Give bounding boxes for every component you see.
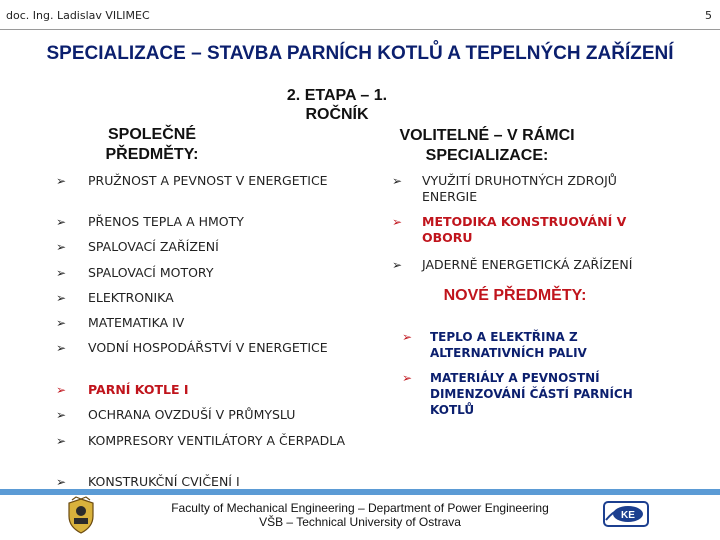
arrow-bullet-icon: ➢: [392, 215, 403, 229]
department-logo-icon: [602, 500, 650, 528]
list-item: ➢ VYUŽITÍ DRUHOTNÝCH ZDROJŮ ENERGIE: [392, 173, 617, 204]
author-name: doc. Ing. Ladislav VILIMEC: [6, 9, 150, 22]
list-item: ➢ PRUŽNOST A PEVNOST V ENERGETICE: [56, 173, 328, 188]
footer-university: VŠB – Technical University of Ostrava: [259, 515, 461, 529]
arrow-bullet-icon: ➢: [56, 266, 67, 280]
list-item: ➢ OCHRANA OVZDUŠÍ V PRŮMYSLU: [56, 407, 296, 422]
arrow-bullet-icon: ➢: [56, 408, 67, 422]
arrow-bullet-icon: ➢: [56, 291, 67, 305]
arrow-bullet-icon: ➢: [56, 383, 67, 397]
footer-bar: [0, 489, 720, 495]
arrow-bullet-icon: ➢: [402, 371, 413, 385]
list-item: ➢ JADERNĚ ENERGETICKÁ ZAŘÍZENÍ: [392, 257, 633, 272]
new-subjects-list: [402, 0, 702, 540]
list-item: ➢ SPALOVACÍ MOTORY: [56, 265, 214, 280]
arrow-bullet-icon: ➢: [56, 240, 67, 254]
arrow-bullet-icon: ➢: [402, 330, 413, 344]
arrow-bullet-icon: ➢: [392, 174, 403, 188]
list-item: ➢ TEPLO A ELEKTŘINA Z ALTERNATIVNÍCH PALIV: [402, 330, 587, 360]
list-item-highlighted: ➢ METODIKA KONSTRUOVÁNÍ V OBORU: [392, 214, 627, 245]
list-item: ➢ MATERIÁLY A PEVNOSTNÍ DIMENZOVÁNÍ ČÁSTÍ PARNÍCH KOTLŮ: [402, 371, 633, 417]
logo-text: KE: [621, 510, 635, 521]
list-item: ➢ KOMPRESORY VENTILÁTORY A ČERPADLA: [56, 433, 346, 448]
university-crest-icon: [62, 496, 100, 536]
footer-text: [100, 501, 620, 529]
list-item-highlighted: ➢ PARNÍ KOTLE I: [56, 382, 189, 397]
arrow-bullet-icon: ➢: [56, 341, 67, 355]
arrow-bullet-icon: ➢: [56, 316, 67, 330]
new-subjects-heading: NOVÉ PŘEDMĚTY:: [443, 287, 587, 304]
slide-title: SPECIALIZACE – STAVBA PARNÍCH KOTLŮ A TEPELNÝCH ZAŘÍZENÍ: [46, 43, 674, 64]
arrow-bullet-icon: ➢: [56, 215, 67, 229]
list-item: ➢ SPALOVACÍ ZAŘÍZENÍ: [56, 239, 219, 254]
list-item: ➢ ELEKTRONIKA: [56, 290, 174, 305]
page-number: 5: [705, 9, 712, 22]
footer-faculty: Faculty of Mechanical Engineering – Department of Power Engineering: [171, 501, 549, 515]
list-item: ➢ VODNÍ HOSPODÁŘSTVÍ V ENERGETICE: [56, 340, 328, 355]
arrow-bullet-icon: ➢: [56, 174, 67, 188]
arrow-bullet-icon: ➢: [56, 475, 67, 489]
elective-subjects-heading: VOLITELNÉ – V RÁMCI SPECIALIZACE:: [399, 127, 575, 164]
common-subjects-heading: SPOLEČNÉ PŘEDMĚTY:: [105, 126, 199, 163]
list-item: ➢ PŘENOS TEPLA A HMOTY: [56, 214, 244, 229]
slide-subtitle: 2. ETAPA – 1. ROČNÍK: [286, 87, 388, 123]
list-item: ➢ KONSTRUKČNÍ CVIČENÍ I: [56, 474, 240, 489]
arrow-bullet-icon: ➢: [56, 434, 67, 448]
common-subjects-list: [56, 0, 356, 540]
list-item: ➢ MATEMATIKA IV: [56, 315, 185, 330]
arrow-bullet-icon: ➢: [392, 258, 403, 272]
